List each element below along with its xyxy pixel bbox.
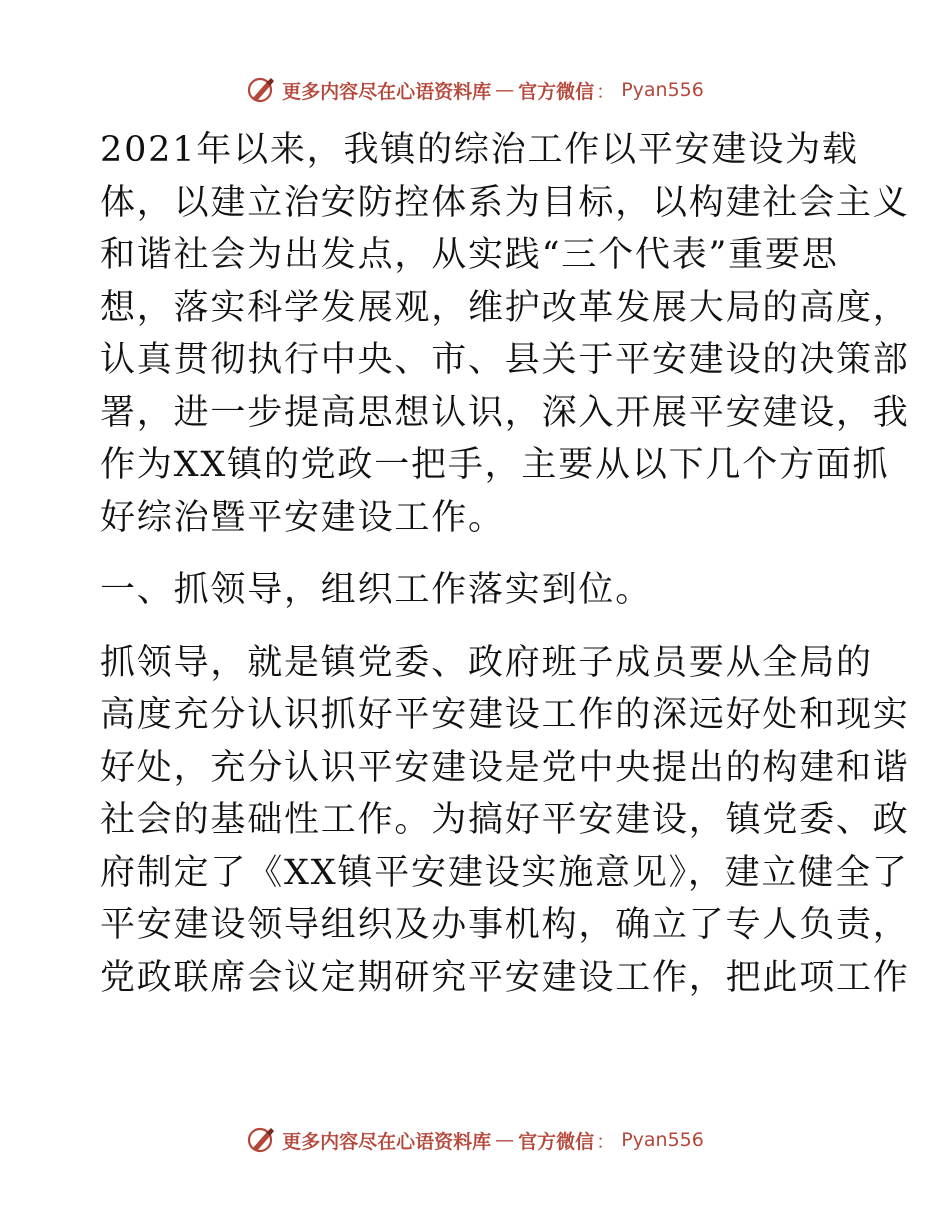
text-line: 高度充分认识抓好平安建设工作的深远好处和现实 [100,695,910,735]
watermark-wechat-id: Pyan556 [621,79,704,101]
text-line: 抓领导，就是镇党委、政府班子成员要从全局的 [100,642,873,683]
text-line: 好处，充分认识平安建设是党中央提出的构建和谐 [100,747,910,788]
watermark-wechat-label: 官方微信 [518,1130,595,1153]
pen-logo-icon [246,75,276,105]
footer-watermark [0,1120,950,1160]
text-line: 想，落实科学发展观，维护改革发展大局的高度， [100,287,910,328]
watermark-text: 更多内容尽在心语资料库 [282,80,492,103]
text-line: 署，进一步提高思想认识，深入开展平安建设，我 [100,392,910,433]
text-line: 作为XX镇的党政一把手，主要从以下几个方面抓 [100,445,890,485]
intro-paragraph [100,124,910,544]
watermark-wechat-label: 官方微信 [518,80,595,103]
section-heading [100,564,860,617]
watermark-text: 更多内容尽在心语资料库 [282,1130,492,1153]
watermark-wechat-id: Pyan556 [621,1129,704,1151]
text-line: 府制定了《XX镇平安建设实施意见》，建立健全了 [100,852,909,893]
watermark-separator: — [495,1129,515,1151]
text-line: 和谐社会为出发点，从实践“三个代表”重要思 [100,235,839,275]
header-watermark [0,70,950,110]
watermark-separator: — [495,79,515,101]
text-line: 党政联席会议定期研究平安建设工作，把此项工作 [100,957,910,998]
text-line: 2021年以来，我镇的综治工作以平安建设为载 [100,130,859,170]
document-body [100,124,910,1004]
text-line: 平安建设领导组织及办事机构，确立了专人负责， [100,905,910,945]
text-line: 社会的基础性工作。为搞好平安建设，镇党委、政 [100,800,910,840]
watermark-colon: ： [596,1130,616,1153]
heading-line: 一、抓领导，组织工作落实到位。 [100,570,653,610]
pen-logo-icon [246,1125,276,1155]
text-line: 好综治暨平安建设工作。 [100,497,505,538]
text-line: 认真贯彻执行中央、市、县关于平安建设的决策部 [100,340,910,380]
section-paragraph [100,637,910,1005]
text-line: 体，以建立治安防控体系为目标，以构建社会主义 [100,182,910,223]
watermark-colon: ： [596,80,616,103]
